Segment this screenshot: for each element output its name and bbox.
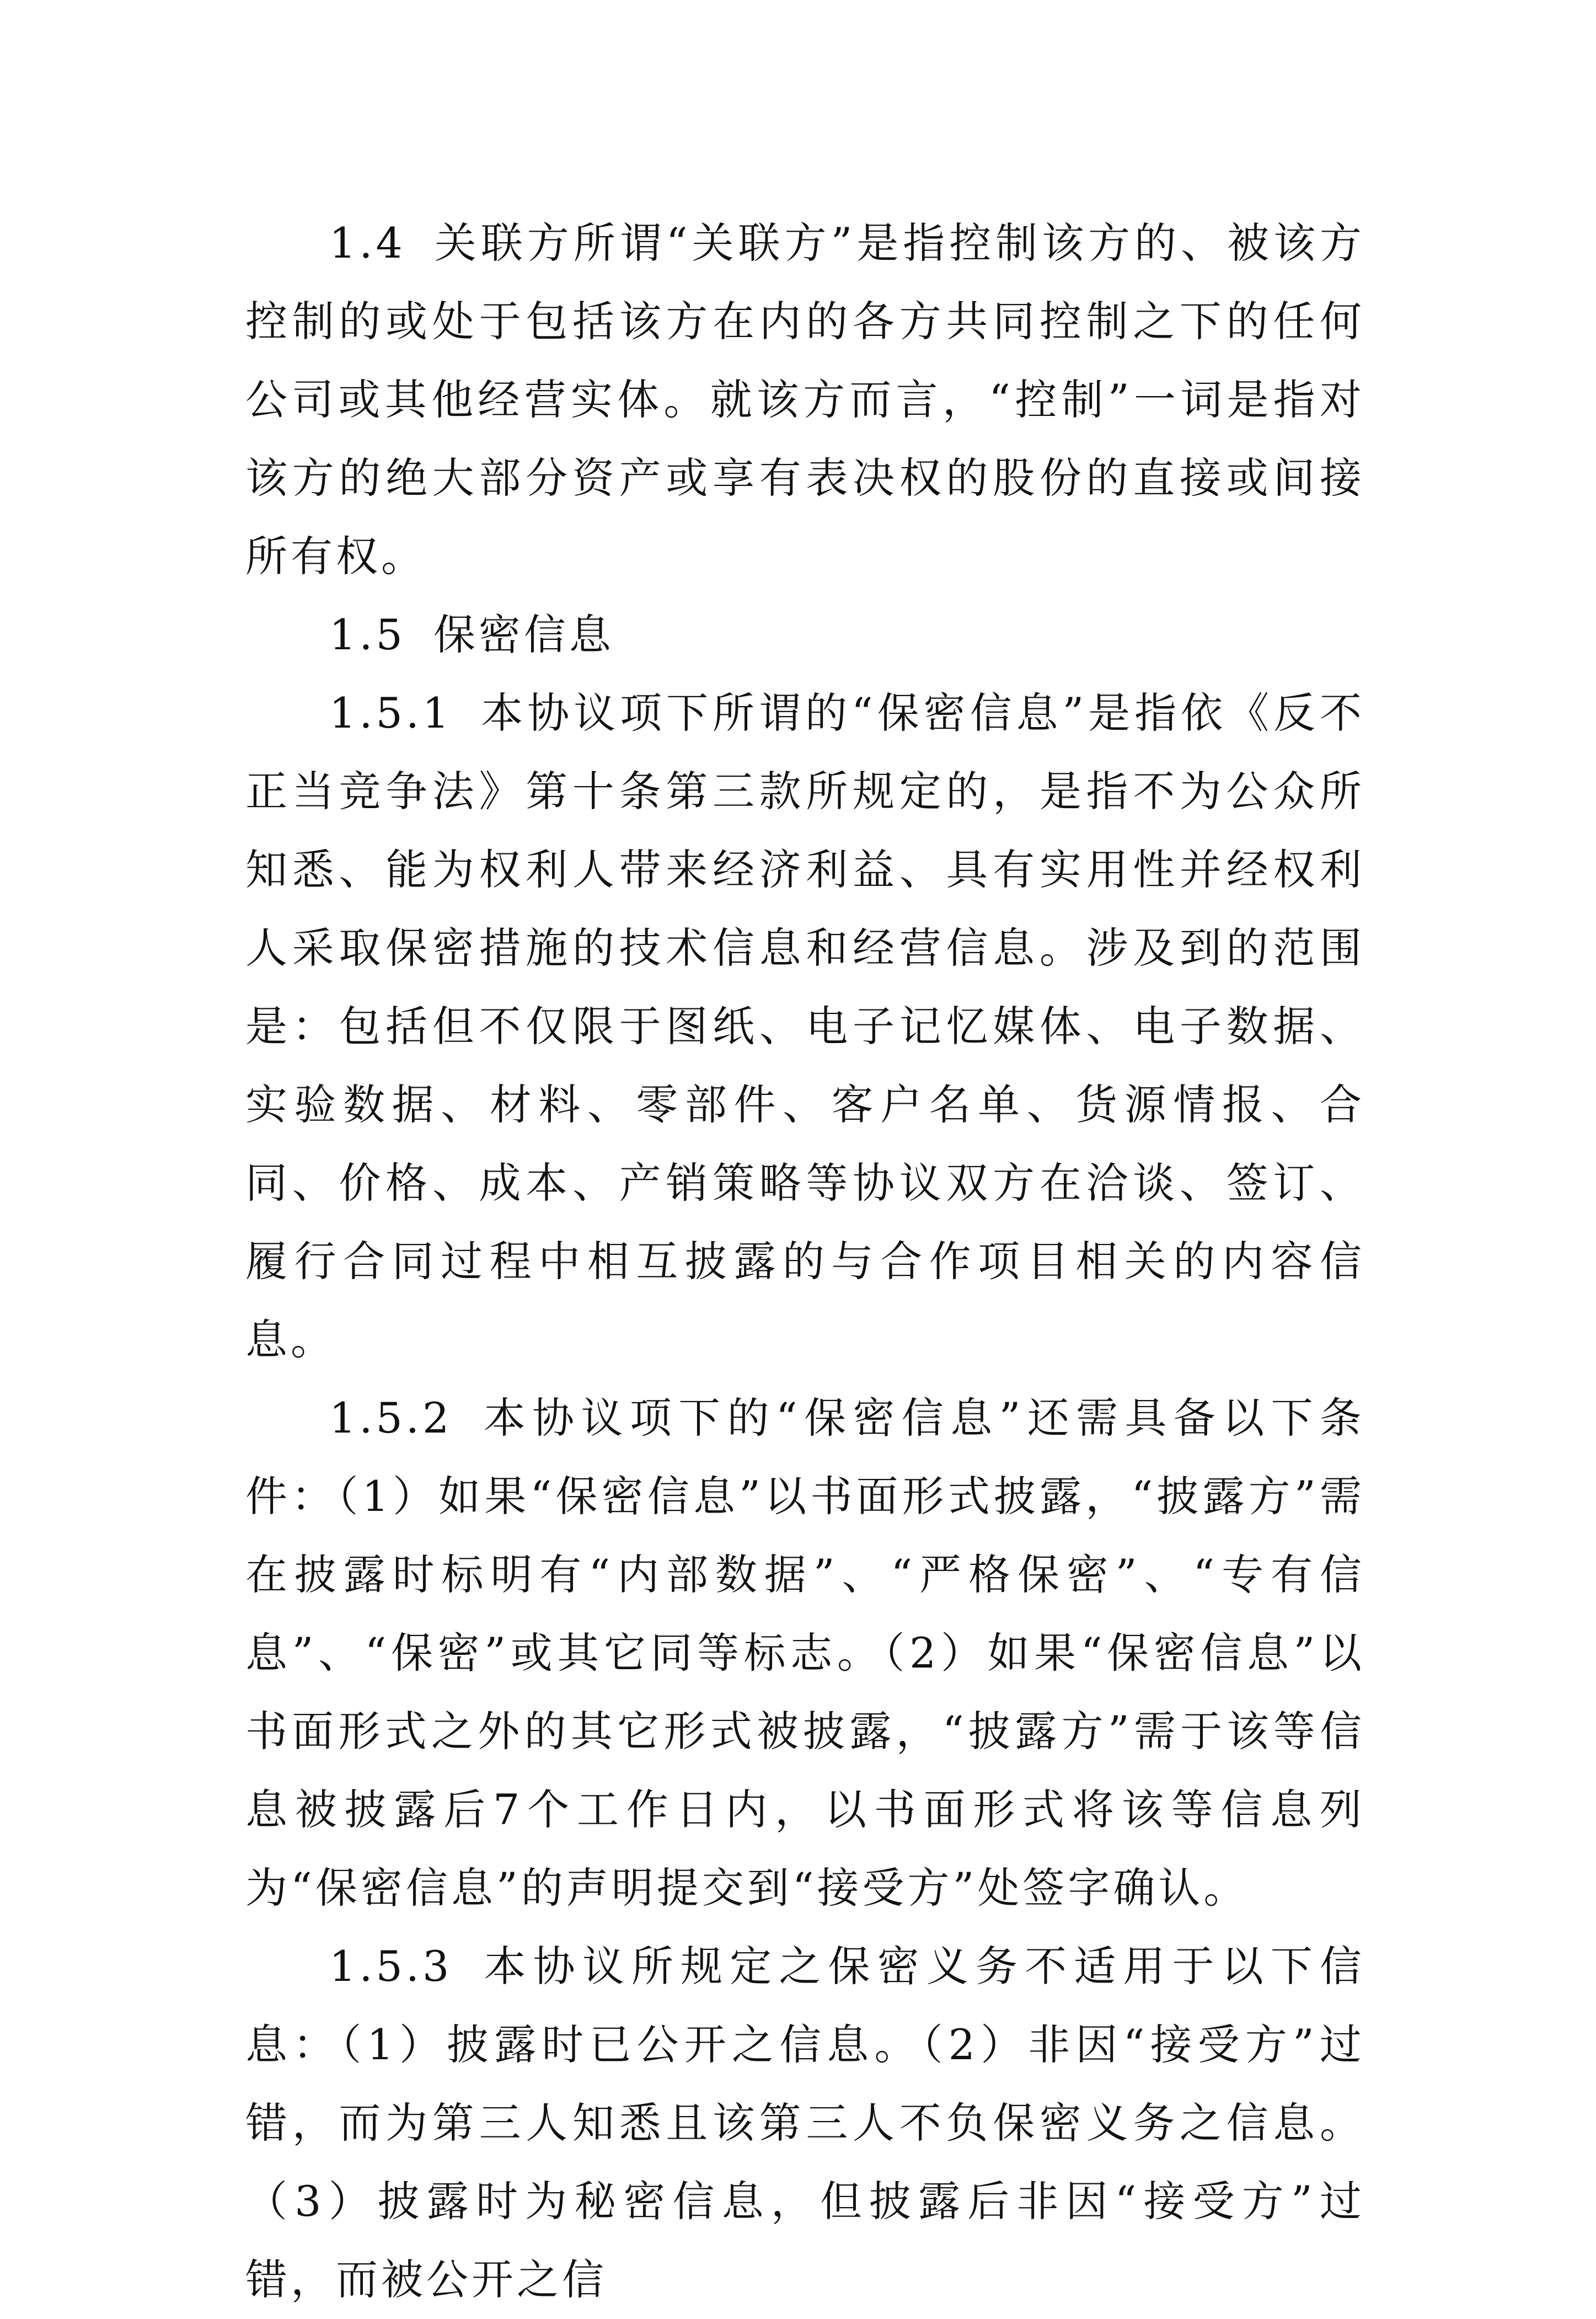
clause-1-4: [245, 204, 1365, 596]
clause-number: 1.5.3: [329, 1942, 453, 1991]
clause-text: 本协议所规定之保密义务不适用于以下信息：（1）披露时已公开之信息。（2）非因“接受方”过错，而为第三人知悉且该第三人不负保密义务之信息。（3）披露时为秘密信息，但披露后非因“接受方”过错，而被公开之信: [245, 1942, 1365, 2304]
clause-1-5-3: [245, 1927, 1365, 2319]
clause-1-5-2: [245, 1379, 1365, 1927]
clause-number: 1.5.1: [329, 688, 453, 738]
clause-number: 1.5.2: [329, 1393, 453, 1442]
clause-text: 本协议项下所谓的“保密信息”是指依《反不正当竞争法》第十条第三款所规定的，是指不为公众所知悉、能为权利人带来经济利益、具有实用性并经权利人采取保密措施的技术信息和经营信息。涉及到的范围是：包括但不仅限于图纸、电子记忆媒体、电子数据、实验数据、材料、零部件、客户名单、货源情报、合同、价格、成本、产销策略等协议双方在洽谈、签订、履行合同过程中相互披露的与合作项目相关的内容信息。: [245, 688, 1365, 1364]
clause-text: 关联方所谓“关联方”是指控制该方的、被该方控制的或处于包括该方在内的各方共同控制之下的任何公司或其他经营实体。就该方而言，“控制”一词是指对该方的绝大部分资产或享有表决权的股份的直接或间接所有权。: [245, 218, 1365, 581]
clause-text: 保密信息: [433, 610, 614, 659]
clause-1-5: [245, 596, 1365, 674]
clause-text: 本协议项下的“保密信息”还需具备以下条件：（1）如果“保密信息”以书面形式披露，“披露方”需在披露时标明有“内部数据”、“严格保密”、“专有信息”、“保密”或其它同等标志。（2）如果“保密信息”以书面形式之外的其它形式被披露，“披露方”需于该等信息被披露后7个工作日内，以书面形式将该等信息列为“保密信息”的声明提交到“接受方”处签字确认。: [245, 1393, 1365, 1912]
clause-number: 1.4: [329, 218, 406, 268]
clause-1-5-1: [245, 674, 1365, 1379]
document-body: [245, 204, 1365, 2319]
clause-number: 1.5: [329, 610, 406, 659]
